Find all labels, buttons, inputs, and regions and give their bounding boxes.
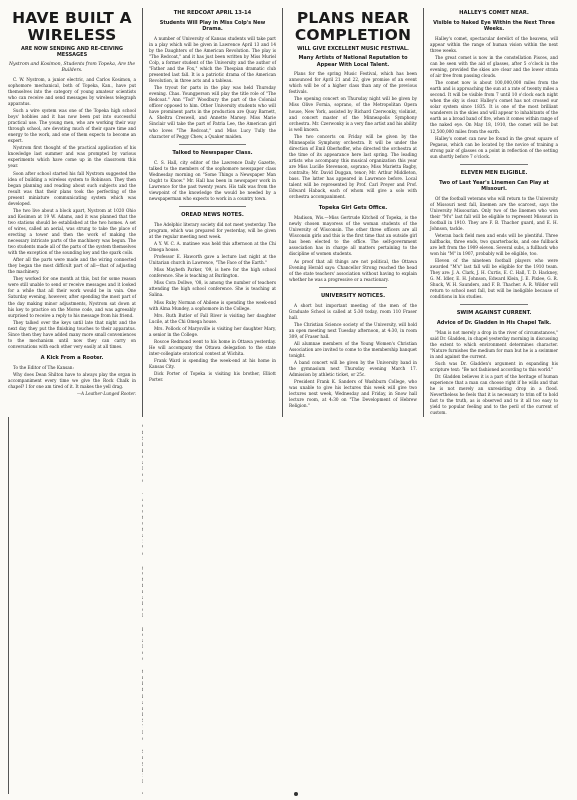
article-body-eleven-men [430, 196, 558, 301]
divider [179, 206, 246, 207]
subhead-eleven-men: Two of Last Year's Linemen Can Play at Missouri. [439, 179, 549, 193]
heading-university-notices: UNIVERSITY NOTICES. [320, 292, 386, 299]
classified-ads [142, 417, 143, 794]
paragraph: A number of University of Kansas students will take part in a play which will be given in Lawrence April 13 and 14 by the Daughters of the American Revolution. The play is "The Redcoat," and it has just been written by Miss Muriel Colp, a former student of the University and the author of "Father and the Fox," which the Thespian dramatic club presented last fall. It is a patriotic drama of the American Revolution, in three acts and a tableau. [149, 35, 276, 84]
headline-plans: PLANS NEAR COMPLETION [294, 9, 412, 44]
paragraph: The great comet is now in the constellation Pisces, and can be seen with the aid of glasses, after 5 o'clock in the evening, provided the skies are clear and the lower strata of air free from passing clouds. [430, 54, 558, 79]
heading-eleven-men: ELEVEN MEN ELIGIBLE. [460, 169, 528, 176]
paragraph [142, 743, 143, 785]
column-rule [8, 417, 9, 794]
paragraph: Roscoe Redmond went to his home in Ottawa yesterday. He will accompany the Ottawa delegation to the state inter-collegiate oratorical contest at Wichita. [149, 338, 276, 356]
heading-oread-news: OREAD NEWS NOTES. [181, 211, 244, 218]
article-body-newspaper-class [149, 160, 276, 202]
paragraph: Miss Maybeth Parker, '09, is here for the high school conference. She is teaching at Burlington. [149, 267, 276, 279]
article-body-university-notices [289, 303, 417, 410]
paragraph: Halley's comet can now be found in the great square of Pegasus, which can be located by the novice of training a strong pair of glasses on a point in reflection of the setting sun shortly before 7 o'clock. [430, 135, 558, 159]
paragraph: Veteran back field men and ends will be plentiful. Three halfbacks, three ends, two quarterbacks, and one fullback are left from the 1909 eleven. Several subs, a fullback who won his "M" in 1907, probably will be eligible, too. [430, 232, 558, 256]
paragraph [142, 620, 143, 662]
column-5 [142, 417, 143, 794]
paragraph: Professor E. Haworth gave a lecture last night at the Unitarian church in Lawrence, "The Face of the Earth." [149, 254, 276, 266]
paragraph: Of the football veterans who will return to the University of Missouri next fall, linemen are the scarcest, says the University Missourian. Only two of the linemen who won their "M's" last fall will be eligible to represent Missouri in football in 1910. They are F. B. Thacher guard, and E. H. Johnson, tackle. [430, 195, 558, 231]
paragraph: Dick Porter of Topeka is visiting his brother, Elliott Porter. [149, 371, 276, 383]
paragraph: A band concert will be given by the University band in the gymnasium next Thursday evening March 17. Admission by athletic ticket, or 25c. [289, 360, 417, 378]
paragraph [142, 417, 143, 484]
paragraph: They worked for one month at this, but for some reason were still unable to send or receive messages and it looked for a while that all their work would be in vain. One Saturday evening, however, after spending the most part of the day making minor adjustments, Nystrom sat down at his key to practice on the Morse code, and was agreeably surprised to receive a reply to his message from his friend. [8, 276, 136, 318]
paragraph: Eleven of the nineteen football players who were awarded "M's" last fall will be eligible for the 1910 team. They are: J. A. Clark, J. H. Curtis, E. C. Hall, T. D. Hackney, G. M. Idler, E. H. Johnson, Edward Klein, J. E. Pixlee, G. R. Shuck, W. H. Saunders, and F. B. Thacher. A. R. Wilder will return to school next fall, but will be ineligible because of conditions in his studies. [430, 258, 558, 300]
article-body-wireless [8, 77, 136, 350]
subhead2-wireless: Nystrom and Kosimon, Students from Topeka, Are the Builders. [8, 61, 136, 73]
heading-newspaper-class: Talked to Newspaper Class. [172, 149, 253, 156]
paragraph: The comet now is about 100,000,000 miles from the earth and is approaching the sun at a rate of twenty miles a second. It will be visible from 7 until 10 o'clock each night when the sky is clear. Halley's comet has not crossed our solar system since 1835. It is one of the most brilliant wanderers in the skies and will appear to inhabitants of the earth as a broad band of fire, when it comes within range of the naked eye. On May 18, 1910, the comet will be but 12,500,000 miles from the earth. [430, 80, 558, 134]
subhead-halley: Visible to Naked Eye Within the Next Three Weeks. [433, 20, 555, 33]
paragraph: Halley's comet, spectacular derelict of the heavens, will appear within the range of human vision within the next three weeks. [430, 35, 558, 53]
article-body-swim [430, 330, 558, 417]
heading-redcoat: THE REDCOAT APRIL 13-14 [173, 10, 252, 16]
paragraph: The two concerts on Friday will be given by the Minneapolis Symphony orchestra. It will be under the direction of Emil Oberhoffer, who directed the orchestra at the time of its appearance here last spring. The leading artists who accompany this musical organization this year are Miss Lucille Stevenson, soprano; Miss Marietta Bagby, contralto; Mr. David Duggan, tenor; Mr. Arthur Middleton, bass. The latter has appeared in Lawrence before. Local talent will be represented by Prof. Carl Preyer and Prof. Edward Haback, each of whom will give a solo with orchestra accompaniment. [289, 133, 417, 200]
column-rule [142, 8, 143, 417]
paragraph: The two live about a block apart, Nystrom at 1020 Ohio and Kosimon at 19 W. Adams, and it was planned that the two stations should be established at the two homes. A set of wires, called an aerial, was strung to take the place of erecting a tower and then the work of making the necessary intricate parts of the machinery was begun. The two students made all of the parts of the system themselves with the exception of the sounding key and the spark coils. [8, 207, 136, 256]
paragraph: A Y. W. C. A. matinee was held this afternoon at the Chi Omega house. [149, 241, 276, 253]
subhead-swim: Advice of Dr. Gladden in His Chapel Talk. [436, 320, 552, 327]
paragraph: A short but important meeting of the men of the Graduate School is called at 5:30 today, room 110 Fraser hall. [289, 302, 417, 320]
paragraph: Madison, Wis.—Miss Gertrude Kitchell of Topeka, is the newly chosen mayoress of the woman students of the University of Wisconsin. The other three officers are all Wisconsin girls and this is the first time that an outside girl has been elected to the office. The self-government association has in charge all matters pertaining to the discipline of women students. [289, 215, 417, 257]
paragraph: Mrs. Ruth Butler of Fall River is visiting her daughter Lucile, at the Chi Omega house. [149, 312, 276, 324]
column-2 [149, 8, 276, 417]
article-body-topeka-girl [289, 215, 417, 283]
signature-kick: —A Leather-Lunged Rooter. [76, 391, 136, 397]
page-mark [294, 792, 298, 796]
paragraph: Miss Cora Dollwe, '08, is among the number of teachers attending the high school conference. She is teaching at Salina. [149, 280, 276, 298]
paragraph: Miss Ruby Norman of Abilene is spending the week-end with Alma Mundey, a sophomore in the College. [149, 299, 276, 311]
paragraph: Why does Dean Shilton have to always play the organ in accompaniment every time we give the Rock Chalk in chapel? I for one am tired of it. It makes the yell drag. [8, 371, 136, 390]
divider [179, 144, 246, 145]
headline-wireless: HAVE BUILT A WIRELESS [12, 9, 132, 44]
paragraph: Such a wire system was one of the Topeka high school boys' hobbies and it has now been put into successful practical use. The young men, who are working their way through school, are devoting much of their spare time and energy to the work, and one of them expects to become an expert. [8, 108, 136, 144]
column-4 [430, 8, 558, 417]
paragraph: Such was Dr. Gladden's argument in expanding his scripture text: "Be not fashioned according to this world." [430, 361, 558, 373]
paragraph [142, 485, 143, 558]
paragraph: Plans for the spring Music Festival, which has been announced for April 21 and 22, give promise of an event which will be of a higher class than any of the previous festivals. [289, 71, 417, 95]
column-rule [282, 8, 283, 417]
paragraph: As proof that all things are not political, the Ottawa Evening Herald says: Chancellor Strong reached the head of the state teachers' association without having to explain whether he was a progressive or a reactionary. [289, 258, 417, 282]
subhead-wireless: ARE NOW SENDING AND RE-CEIVING MESSAGES [20, 46, 124, 59]
paragraph: President Frank K. Sanders of Washburn College, who was unable to give his lectures this week will give two lectures next week, Wednesday and Friday, in Snow hall lecture room, at 4:30 on "The Development of Hebrew Religion." [289, 379, 417, 409]
paragraph: C. S. Hall, city editor of the Lawrence Daily Gazette, talked to the members of the sophomore newspaper class Wednesday morning on "Some Things a Newspaper Man Ought to Know." Mr. Hall has been in newspaper work in Lawrence for the past twenty years. His talk was from the viewpoint of the knowledge the would be needed by a newspaperman who expects to work in a country town. [149, 159, 276, 201]
paragraph: They talked over the keys until late that night and the next day they put the finishing touches to their apparatus. Since then they have added many more small conveniences to the mechanism until now they can carry on conversations with each other very easily at all times. [8, 319, 136, 349]
article-body-plans [289, 71, 417, 200]
subhead-redcoat: Students Will Play in Miss Colp's New Drama. [159, 20, 266, 33]
paragraph: Dr. Gladden believes it is a part of the heritage of human experience that a man can choose right if he wills and that he is not merely an unresisting drop in a flood. Nevertheless he feels that it is necessary to trim off to hold fast to the truth, as is observed and to it all too easy to yield to popular feeling and to the peril of the current of custom. [430, 374, 558, 416]
paragraph: Frank Ward is spending the week-end at his home in Kansas City. [149, 357, 276, 369]
paragraph: C. W. Nystrom, a junior electric, and Carlos Kosimon, a sophomore mechanical, both of Topeka, Kan., have put themselves into the category of young amateur scientists who can receive and send messages by wireless telegraph apparatus. [8, 76, 136, 106]
divider [319, 287, 387, 288]
column-3 [289, 8, 417, 417]
paragraph: The Christian Science society of the University, will hold an open meeting next Tuesday afternoon, at 4:30, in room 309, of Fraser hall. [289, 321, 417, 339]
article-body-halley [430, 36, 558, 160]
paragraph: Soon after school started his fall Nystrom suggested the idea of building a wireless system to Robinson. They then began planning and reading about such subjects and the result was that their plans took the perfecting of the present miniature communicating system which was developed. [8, 170, 136, 206]
heading-halley: HALLEY'S COMET NEAR. [459, 10, 529, 16]
paragraph: Nystrom first thought of the practical application of his knowledge last summer and was prompted by various experiments which have come up in the classroom this year. [8, 145, 136, 169]
heading-kick: A Kick From a Rooter. [40, 354, 104, 361]
paragraph: To the Editor of The Kansan: [13, 364, 74, 370]
paragraph: "Man is not merely a drop in the river of circumstances," said Dr. Gladden, in chapel yesterday morning in discussing the extent to which environment determines character. "Nature furnishes the medium for man but he is a swimmer in and against the current. [430, 329, 558, 359]
heading-swim: SWIM AGAINST CURRENT. [456, 310, 532, 317]
subhead-plans: WILL GIVE EXCELLENT MUSIC FESTIVAL. [297, 46, 409, 52]
paragraph: Mrs. Pollock of Marysville is visiting her daughter Mary, a senior in the College. [149, 325, 276, 337]
paragraph: All alumnae members of the Young Women's Christian Association are invited to come to the membership banquet tonight. [289, 341, 417, 359]
column-1 [8, 8, 136, 417]
paragraph [142, 559, 143, 619]
article-body-redcoat [149, 36, 276, 140]
paragraph: After all the parts were made and the wiring connected they began the most difficult part of all—that of adjusting the machinery. [8, 257, 136, 275]
newspaper-page [8, 8, 569, 794]
paragraph: The opening concert on Thursday night will be given by Miss Olive Fornia, soprano, of the Metropolitan Opera house, New York, assisted by Richard Czerwonky, violinist, and concert master of the Minneapolis Symphony orchestra. Mr. Czerwonky is a very fine artist and his ability is well known. [289, 96, 417, 132]
column-rule [423, 8, 424, 417]
paragraph: The tryout for parts in the play was held Thursday evening. Chas. Youngperson will play the title role of "The Redcoat." Ann "Tod" Woodbury the part of the Colonial officer opposed to him. Other University students who will have prominent parts in the production are Quay Barnett, A. Sheltra Creswell, and Annette Marsey. Miss Marie Sinclair will take the part of Patria Lee, the American girl who loves "The Redcoat," and Miss Lucy Tully the character of Peggy Chew, a Quaker maiden. [149, 85, 276, 139]
heading-topeka-girl: Topeka Girl Gets Office. [318, 205, 388, 212]
article-body-oread-news [149, 222, 276, 383]
paragraph [142, 786, 143, 794]
divider [460, 164, 528, 165]
paragraph [142, 663, 143, 742]
paragraph: The Adelphic literary society did not meet yesterday. The program, which was prepared for yesterday, will be given at the regular meeting next week. [149, 221, 276, 240]
subhead2-plans: Many Artists of National Reputation to Appear With Local Talent. [298, 55, 408, 68]
divider [460, 304, 528, 305]
article-body-kick [8, 365, 136, 390]
